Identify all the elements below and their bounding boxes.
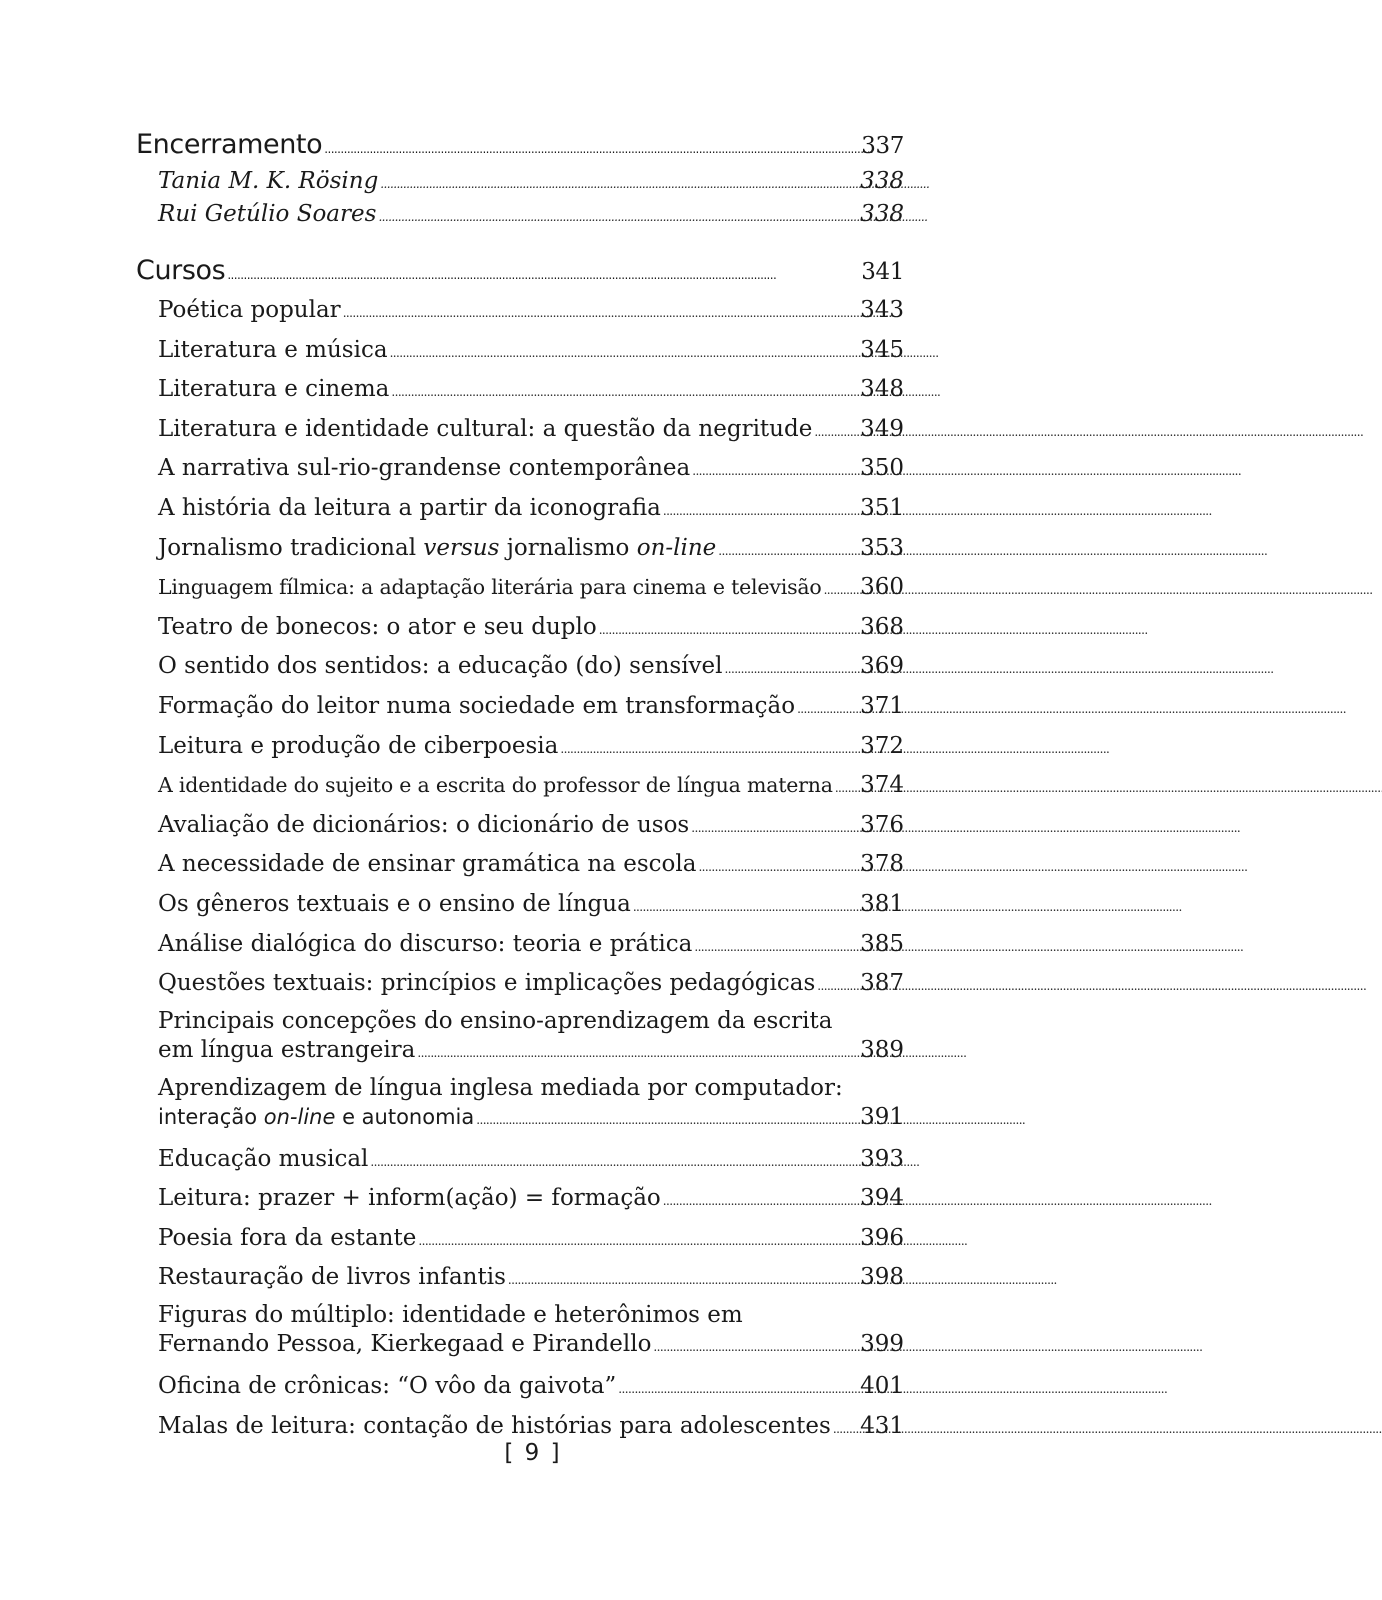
entry-title-part: Jornalismo tradicional [158,534,424,561]
entry-title: Malas de leitura: contação de histórias para adolescentes [158,1412,831,1439]
dot-leader [417,1036,858,1068]
page-number: 368 [860,613,904,640]
entry-last-line [158,1103,904,1135]
entry-title-line1: Aprendizagem de língua inglesa mediada por computador: [158,1074,843,1101]
dot-leader [599,609,858,649]
page-number: 374 [860,772,904,799]
toc-entry [136,688,904,728]
table-of-contents [136,128,904,1469]
dot-leader [692,450,858,490]
page-folio: [ 9 ] [504,1440,562,1466]
dot-leader [663,490,858,530]
page-number: 398 [860,1264,904,1291]
toc-entry [136,450,904,490]
toc-entry [136,728,904,768]
entry-last-line [158,1036,904,1068]
entry-title: A necessidade de ensinar gramática na escola [158,851,697,878]
entry-title: O sentido dos sentidos: a educação (do) sensível [158,653,723,680]
dot-leader [817,965,858,1005]
toc-entry [136,1074,904,1135]
entry-title: Os gêneros textuais e o ensino de língua [158,890,631,917]
toc-entry [136,846,904,886]
entry-title: Literatura e música [158,336,388,363]
toc-entry [136,199,904,232]
entry-title-line1: Principais concepções do ensino-aprendizagem da escrita [158,1007,833,1034]
dot-leader [227,254,859,292]
section-encerramento [136,128,904,232]
toc-entry [136,1301,904,1362]
page-number: 350 [860,455,904,482]
page-number: 396 [860,1224,904,1251]
toc-entry [136,886,904,926]
dot-leader [378,199,858,232]
entry-title: Restauração de livros infantis [158,1264,506,1291]
toc-entry [136,1141,904,1181]
entry-title: Leitura: prazer + inform(ação) = formação [158,1185,661,1212]
entry-title: Linguagem fílmica: a adaptação literária para cinema e televisão [158,575,822,600]
entry-title-italic: on-line [263,1104,336,1129]
toc-entry [136,767,904,807]
dot-leader [390,332,859,372]
entry-title: Educação musical [158,1145,369,1172]
page-number: 371 [860,692,904,719]
entry-title-line1: Figuras do múltiplo: identidade e heterônimos em [158,1302,743,1329]
entry-title: Avaliação de dicionários: o dicionário de usos [158,811,690,838]
toc-entry [136,926,904,966]
dot-leader [560,728,858,768]
entry-title-line2 [158,1103,474,1132]
page-number: 376 [860,811,904,838]
dot-leader [380,166,858,199]
entry-title-line2: Fernando Pessoa, Kierkegaad e Pirandello [158,1331,652,1358]
page-number: 348 [860,376,904,403]
dot-leader [391,371,858,411]
dot-leader [691,807,858,847]
page-number: 353 [860,534,904,561]
entry-title [158,530,716,567]
dot-leader [476,1103,858,1135]
entry-title: Rui Getúlio Soares [158,201,377,227]
entry-title-part: jornalismo [499,534,637,561]
entry-title: Poética popular [158,297,341,323]
dot-leader [824,569,859,609]
toc-entry [136,1368,904,1408]
page-number: 385 [860,930,904,957]
section-heading [136,254,904,292]
entry-title: Leitura e produção de ciberpoesia [158,732,559,759]
dot-leader [633,886,858,926]
entry-title: Literatura e identidade cultural: a questão da negritude [158,415,813,442]
page-number: 337 [861,133,904,159]
toc-entry [136,965,904,1005]
section-cursos [136,254,904,1447]
page-number: 349 [860,415,904,442]
page-number: 351 [860,494,904,521]
dot-leader [343,292,858,332]
entry-title: Literatura e cinema [158,376,390,403]
entry-title: Tania M. K. Rösing [158,168,379,194]
page-number: 369 [860,653,904,680]
toc-entry [136,411,904,451]
page-number: 372 [860,732,904,759]
dot-leader [718,530,858,570]
page-number: 338 [860,201,904,227]
toc-entry [136,1259,904,1299]
dot-leader [797,688,858,728]
toc-entry [136,166,904,199]
section-heading [136,128,904,166]
toc-entry [136,490,904,530]
dot-leader [324,128,859,166]
toc-entry [136,1180,904,1220]
entry-title: A narrativa sul-rio-grandense contemporânea [158,455,691,482]
toc-entry [136,807,904,847]
toc-entry [136,1220,904,1260]
dot-leader [653,1330,858,1362]
dot-leader [694,926,858,966]
page-number: 378 [860,851,904,878]
dot-leader [418,1220,858,1260]
toc-entry [136,530,904,570]
entry-title: Formação do leitor numa sociedade em transformação [158,692,796,719]
page-number: 360 [860,574,904,601]
dot-leader [814,411,858,451]
page-number: 381 [860,890,904,917]
entry-title: Poesia fora da estante [158,1224,417,1251]
page-number: 394 [860,1185,904,1212]
page-number: 341 [861,259,904,285]
page-number: 387 [860,970,904,997]
toc-entry [136,648,904,688]
dot-leader [370,1141,858,1181]
entry-title: A história da leitura a partir da iconografia [158,494,661,521]
entry-title-italic: on-line [636,534,717,561]
toc-entry [136,371,904,411]
toc-entry [136,332,904,372]
page-number: 401 [860,1373,904,1400]
entry-title-line2: em língua estrangeira [158,1036,416,1063]
entry-title-part: interação [158,1104,264,1129]
entry-title-italic: versus [423,534,500,561]
page-number: 343 [860,297,904,323]
page-number: 389 [860,1036,904,1063]
page-number: 338 [860,168,904,194]
toc-entry [136,1007,904,1068]
dot-leader [508,1259,858,1299]
dot-leader [618,1368,858,1408]
entry-title: Teatro de bonecos: o ator e seu duplo [158,613,597,640]
entry-title: Análise dialógica do discurso: teoria e prática [158,930,693,957]
page-number: 391 [860,1103,904,1130]
toc-entry [136,292,904,332]
entry-title: Questões textuais: princípios e implicações pedagógicas [158,970,816,997]
dot-leader [835,767,858,807]
toc-entry [136,609,904,649]
heading-title: Encerramento [136,129,323,160]
entry-last-line [158,1330,904,1362]
entry-title-part: e autonomia [335,1104,475,1129]
dot-leader [663,1180,858,1220]
page-number: 399 [860,1331,904,1358]
page-number: 393 [860,1145,904,1172]
dot-leader [725,648,859,688]
entry-title: A identidade do sujeito e a escrita do professor de língua materna [158,773,833,798]
page-number: 431 [860,1412,904,1439]
dot-leader [698,846,858,886]
toc-entry [136,569,904,609]
heading-title: Cursos [136,255,226,286]
page-number: 345 [860,336,904,363]
entry-title: Oficina de crônicas: “O vôo da gaivota” [158,1373,617,1400]
